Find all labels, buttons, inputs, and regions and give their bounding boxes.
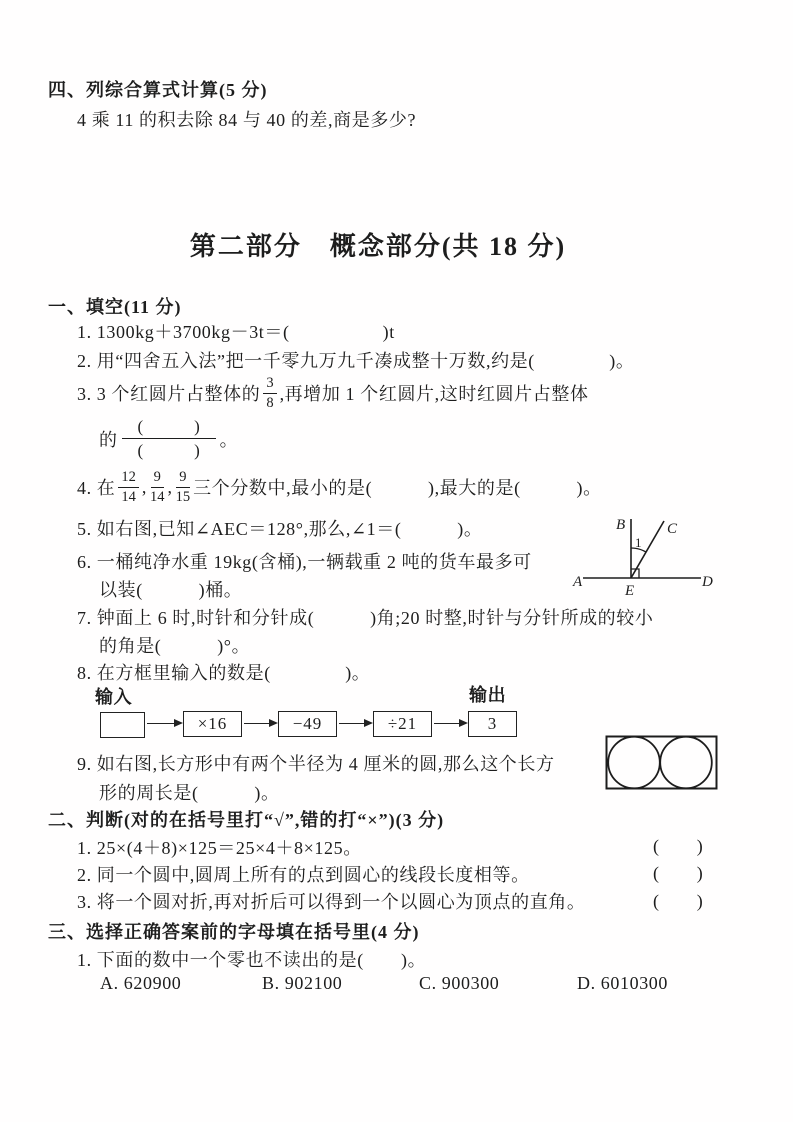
- choice-heading: 三、选择正确答案前的字母填在括号里(4 分): [48, 922, 420, 942]
- part2-title: 第二部分 概念部分(共 18 分): [189, 232, 567, 261]
- flow-output-label: 输出: [469, 685, 507, 705]
- q4-separator: ,: [141, 476, 148, 497]
- choice-option-b: B. 902100: [262, 973, 343, 993]
- fill-q8: 8. 在方框里输入的数是( )。: [77, 663, 371, 683]
- fill-q3-line1: [77, 376, 589, 410]
- angle-label-b: B: [616, 517, 626, 533]
- q4-text-pre: 4. 在: [77, 478, 116, 498]
- fill-q4: [77, 470, 602, 504]
- fill-q6-line2: 以装( )桶。: [99, 580, 243, 600]
- q3-fraction-3-8: $\frac{3}{8}$: [263, 376, 276, 410]
- fill-q9-line2: 形的周长是( )。: [99, 783, 280, 803]
- fill-heading: 一、填空(11 分): [48, 297, 182, 317]
- section4-heading: 四、列综合算式计算(5 分): [48, 80, 268, 100]
- choice-option-d: D. 6010300: [577, 973, 668, 993]
- rectangle-circles-figure: [605, 735, 719, 791]
- angle-figure: [565, 505, 715, 600]
- judge-paren-2: ( ): [653, 863, 704, 883]
- choice-option-c: C. 900300: [419, 973, 500, 993]
- flow-arrow: [147, 723, 181, 724]
- section4-problem: 4 乘 11 的积去除 84 与 40 的差,商是多少?: [77, 110, 417, 130]
- fill-q1: 1. 1300kg＋3700kg－3t＝( )t: [77, 322, 395, 342]
- flow-box-divide21: ÷21: [373, 711, 432, 737]
- judge-item-2: 2. 同一个圆中,圆周上所有的点到圆心的线段长度相等。: [77, 865, 530, 885]
- flow-box-input: [100, 712, 145, 738]
- angle-label-a: A: [573, 574, 583, 590]
- judge-paren-1: ( ): [653, 836, 704, 856]
- angle-label-1: 1: [635, 535, 642, 550]
- flow-box-minus49: −49: [278, 711, 337, 737]
- judge-paren-3: ( ): [653, 891, 704, 911]
- angle-label-e: E: [625, 583, 635, 599]
- flow-box-result: 3: [468, 711, 517, 737]
- angle-label-c: C: [667, 521, 678, 537]
- fill-q3-line2: [99, 418, 238, 459]
- angle-label-d: D: [702, 574, 713, 590]
- judge-item-3: 3. 将一个圆对折,再对折后可以得到一个以圆心为顶点的直角。: [77, 892, 586, 912]
- q4-fraction-9-14: $\frac{9}{14}$: [150, 469, 165, 505]
- flow-arrow: [244, 723, 276, 724]
- q3-text-line2-post: 。: [219, 429, 239, 450]
- flow-box-times16: ×16: [183, 711, 242, 737]
- q3-blank-fraction: $\frac{( )}{( )}$: [122, 418, 216, 459]
- fill-q5: 5. 如右图,已知∠AEC＝128°,那么,∠1＝( )。: [77, 519, 483, 539]
- q4-fraction-9-15: $\frac{9}{15}$: [175, 469, 191, 505]
- fill-q7-line1: 7. 钟面上 6 时,时针和分针成( )角;20 时整,时针与分针所成的较小: [77, 608, 654, 628]
- q4-text-post: 三个分数中,最小的是( ),最大的是( )。: [193, 478, 602, 498]
- q3-text-pre: 3. 3 个红圆片占整体的: [77, 384, 261, 404]
- flow-arrow: [339, 723, 371, 724]
- fill-q6-line1: 6. 一桶纯净水重 19kg(含桶),一辆载重 2 吨的货车最多可: [77, 552, 532, 572]
- judge-heading: 二、判断(对的在括号里打“√”,错的打“×”)(3 分): [48, 810, 445, 830]
- fill-q9-line1: 9. 如右图,长方形中有两个半径为 4 厘米的圆,那么这个长方: [77, 754, 555, 774]
- choice-q1: 1. 下面的数中一个零也不读出的是( )。: [77, 950, 427, 970]
- q4-separator: ,: [167, 476, 173, 497]
- fill-q2: 2. 用“四舍五入法”把一千零九万九千凑成整十万数,约是( )。: [77, 351, 635, 371]
- flow-arrow: [434, 723, 466, 724]
- q3-text-line2-pre: 的: [99, 429, 118, 450]
- judge-item-1: 1. 25×(4＋8)×125＝25×4＋8×125。: [77, 838, 362, 858]
- q3-text-post: ,再增加 1 个红圆片,这时红圆片占整体: [279, 384, 589, 404]
- fill-q7-line2: 的角是( )°。: [99, 636, 251, 656]
- q4-fraction-12-14: $\frac{12}{14}$: [118, 470, 139, 504]
- choice-option-a: A. 620900: [100, 973, 182, 993]
- flow-input-label: 输入: [95, 687, 133, 707]
